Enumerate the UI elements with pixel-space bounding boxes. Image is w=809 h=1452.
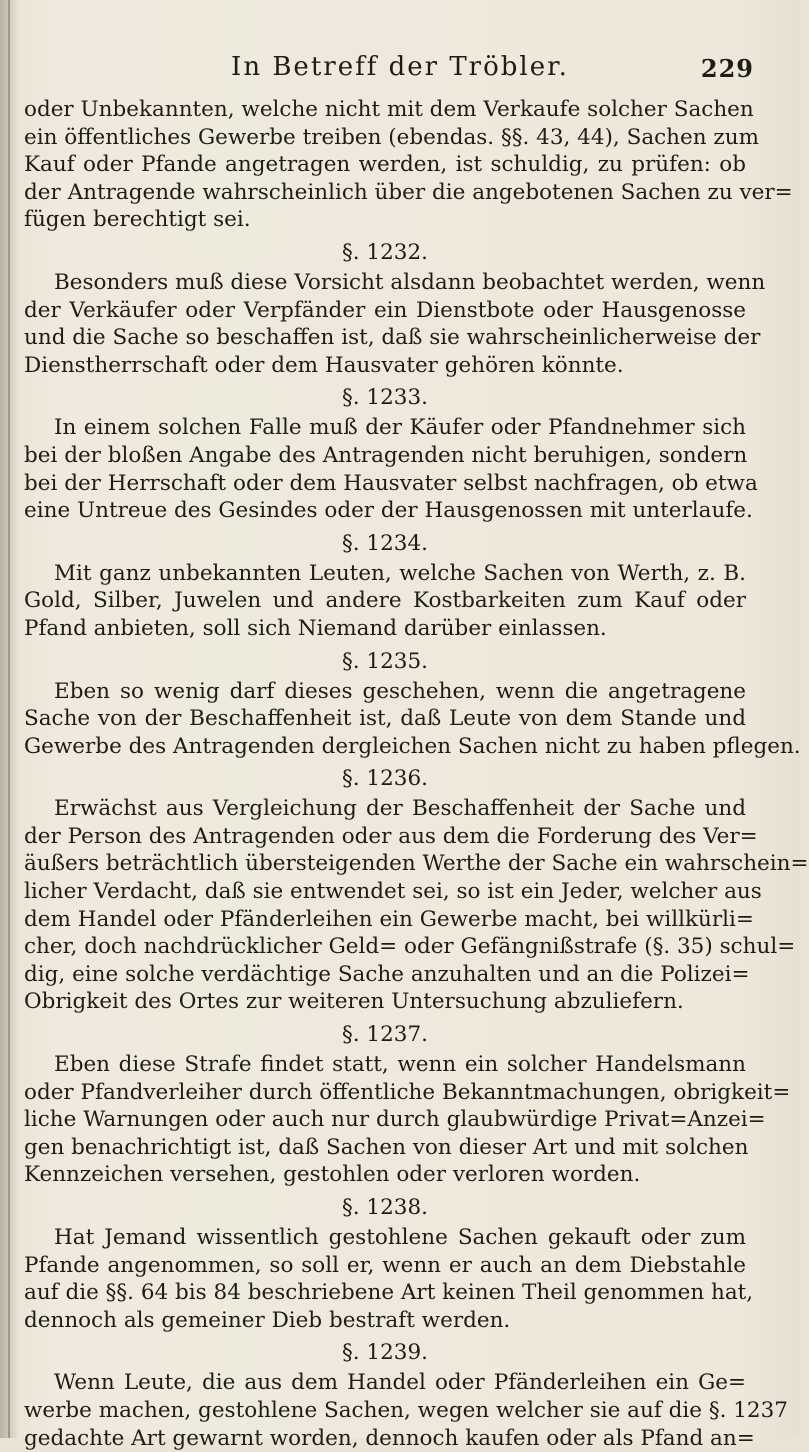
paragraph bbox=[24, 414, 758, 524]
text-line: bei der Herrschaft oder dem Hausvater selbst nachfragen, ob etwa bbox=[24, 470, 758, 496]
text-line: Besonders muß diese Vorsicht alsdann beobachtet werden, wenn bbox=[54, 269, 766, 295]
text-line: liche Warnungen oder auch nur durch glaubwürdige Privat=Anzei= bbox=[24, 1107, 766, 1133]
section-heading: §. 1234. bbox=[342, 530, 428, 556]
text-line: bei der bloßen Angabe des Antragenden nicht beruhigen, sondern bbox=[24, 442, 748, 468]
text-line: Dienstherrschaft oder dem Hausvater gehören könnte. bbox=[24, 352, 624, 378]
section-heading: §. 1233. bbox=[342, 385, 428, 411]
section-heading: §. 1237. bbox=[342, 1022, 428, 1048]
text-line: licher Verdacht, daß sie entwendet sei, so ist ein Jeder, welcher aus bbox=[24, 879, 762, 905]
text-line: dem Handel oder Pfänderleihen ein Gewerbe macht, bei willkürli= bbox=[24, 906, 754, 932]
page-number: 229 bbox=[700, 54, 754, 83]
section-heading: §. 1238. bbox=[342, 1195, 428, 1220]
paragraph bbox=[24, 560, 746, 643]
text-line: Wenn Leute, die aus dem Handel oder Pfänderleihen ein Ge= bbox=[54, 1370, 746, 1396]
text-line: fügen berechtigt sei. bbox=[24, 207, 251, 233]
paragraph bbox=[24, 96, 793, 234]
text-line: eine Untreue des Gesindes oder der Hausgenossen mit unterlaufe. bbox=[24, 498, 753, 524]
paragraph bbox=[24, 269, 766, 379]
text-line: Kauf oder Pfande angetragen werden, ist schuldig, zu prüfen: ob bbox=[24, 152, 746, 178]
text-line: Kennzeichen versehen, gestohlen oder verloren worden. bbox=[24, 1162, 641, 1188]
text-line: und die Sache so beschaffen ist, daß sie wahrscheinlicherweise der bbox=[24, 325, 761, 351]
text-line: oder Pfandverleiher durch öffentliche Bekanntmachungen, obrigkeit= bbox=[24, 1079, 791, 1105]
text-line: Eben diese Strafe findet statt, wenn ein solcher Handelsmann bbox=[54, 1052, 746, 1078]
section-heading: §. 1236. bbox=[342, 766, 428, 792]
text-line: Gewerbe des Antragenden dergleichen Sachen nicht zu haben pflegen. bbox=[24, 733, 801, 759]
text-line: cher, doch nachdrücklicher Geld= oder Gefängnißstrafe (§. 35) schul= bbox=[24, 934, 796, 960]
text-line: Obrigkeit des Ortes zur weiteren Untersuchung abzuliefern. bbox=[24, 989, 684, 1015]
running-title: In Betreff der Tröbler. bbox=[231, 52, 569, 82]
text-line: dennoch als gemeiner Dieb bestraft werden. bbox=[24, 1307, 511, 1333]
text-line: Sache von der Beschaffenheit ist, daß Leute von dem Stande und bbox=[24, 706, 746, 732]
section-heading: §. 1239. bbox=[342, 1340, 428, 1366]
text-line: oder Unbekannten, welche nicht mit dem Verkaufe solcher Sachen bbox=[24, 97, 754, 122]
text-line: Hat Jemand wissentlich gestohlene Sachen gekauft oder zum bbox=[54, 1225, 746, 1250]
paragraph bbox=[24, 1051, 791, 1189]
text-line: auf die §§. 64 bis 84 beschriebene Art keinen Theil genommen hat, bbox=[24, 1280, 754, 1306]
paragraph bbox=[24, 678, 801, 761]
text-line: Eben so wenig darf dieses geschehen, wenn die angetragene bbox=[54, 678, 746, 704]
text-line: Mit ganz unbekannten Leuten, welche Sachen von Werth, z. B. bbox=[54, 560, 746, 586]
text-line: In einem solchen Falle muß der Käufer oder Pfandnehmer sich bbox=[54, 415, 746, 441]
section-heading: §. 1232. bbox=[342, 239, 428, 265]
page-header bbox=[0, 50, 800, 86]
text-line: Erwächst aus Vergleichung der Beschaffenheit der Sache und bbox=[54, 796, 746, 822]
text-line: gedachte Art gewarnt worden, dennoch kaufen oder als Pfand an= bbox=[24, 1425, 755, 1451]
text-line: werbe machen, gestohlene Sachen, wegen welcher sie auf die §. 1237 bbox=[24, 1397, 788, 1423]
paragraph bbox=[24, 795, 809, 1016]
text-line: Pfand anbieten, soll sich Niemand darüber einlassen. bbox=[24, 615, 607, 641]
text-line: der Antragende wahrscheinlich über die angebotenen Sachen zu ver= bbox=[24, 179, 793, 205]
text-line: dig, eine solche verdächtige Sache anzuhalten und an die Polizei= bbox=[24, 961, 750, 987]
text-line: der Person des Antragenden oder aus dem die Forderung des Ver= bbox=[24, 823, 758, 849]
paragraph bbox=[24, 1369, 788, 1452]
text-line: äußers beträchtlich übersteigenden Werthe der Sache ein wahrschein= bbox=[24, 851, 809, 877]
text-line: gen benachrichtigt ist, daß Sachen von dieser Art und mit solchen bbox=[24, 1134, 749, 1160]
text-line: der Verkäufer oder Verpfänder ein Dienstbote oder Hausgenosse bbox=[24, 297, 746, 323]
page-body bbox=[24, 96, 809, 1452]
text-line: ein öffentliches Gewerbe treiben (ebendas. §§. 43, 44), Sachen zum bbox=[24, 124, 759, 150]
text-line: Pfande angenommen, so soll er, wenn er auch an dem Diebstahle bbox=[24, 1252, 746, 1278]
text-line: Gold, Silber, Juwelen und andere Kostbarkeiten zum Kauf oder bbox=[24, 588, 746, 614]
binding-edge bbox=[8, 0, 10, 1438]
paragraph bbox=[24, 1224, 754, 1334]
section-heading: §. 1235. bbox=[342, 648, 428, 674]
